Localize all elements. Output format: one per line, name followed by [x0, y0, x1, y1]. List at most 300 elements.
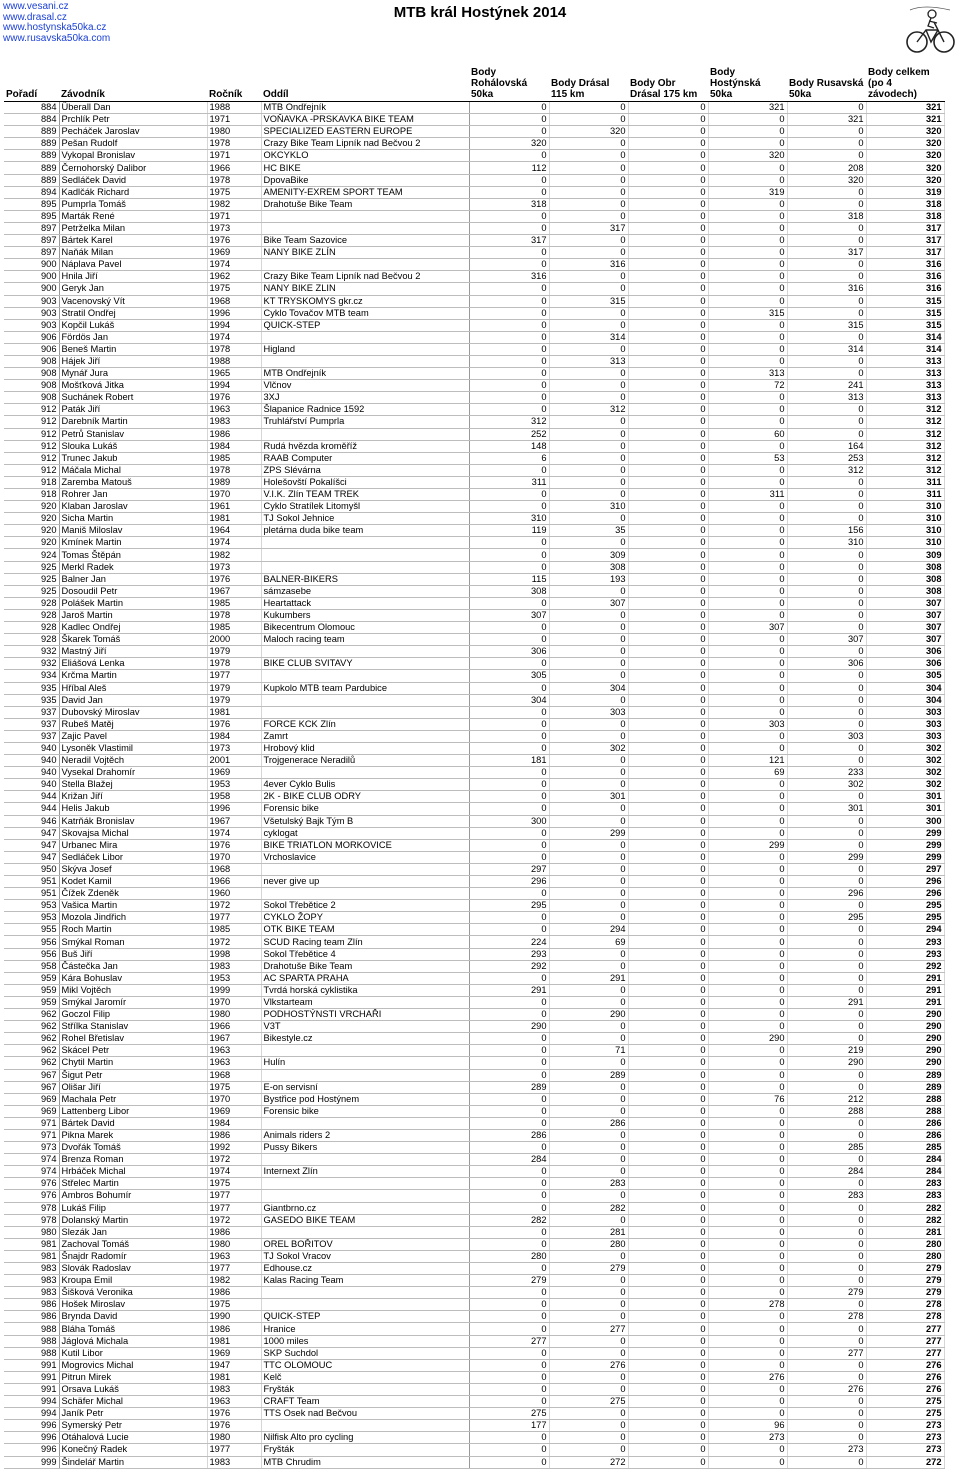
- cell-obr-drasal: 0: [628, 972, 708, 984]
- cell-club: MTB Ondřejník: [261, 102, 469, 114]
- table-row[interactable]: [4, 803, 944, 815]
- cell-rank: 908: [4, 392, 59, 404]
- cell-rusavska: 0: [787, 1021, 866, 1033]
- cell-rider: Schäfer Michal: [59, 1396, 207, 1408]
- cell-drasal: 0: [549, 1250, 628, 1262]
- table-row[interactable]: [4, 936, 944, 948]
- cell-rank: 999: [4, 1456, 59, 1468]
- cell-rohalovska: 310: [469, 513, 549, 525]
- table-row[interactable]: [4, 585, 944, 597]
- cell-rider: Střelec Martin: [59, 1178, 207, 1190]
- cell-total: 313: [866, 368, 944, 380]
- cell-obr-drasal: 0: [628, 1178, 708, 1190]
- table-row[interactable]: [4, 307, 944, 319]
- cell-club: MTB Chrudim: [261, 1456, 469, 1468]
- cell-rider: Sedláček David: [59, 174, 207, 186]
- cell-rohalovska: 0: [469, 489, 549, 501]
- table-row[interactable]: [4, 355, 944, 367]
- table-row[interactable]: [4, 1021, 944, 1033]
- header-club[interactable]: Oddíl: [261, 66, 469, 102]
- link-drasal[interactable]: www.drasal.cz: [3, 11, 67, 23]
- table-row[interactable]: [4, 1069, 944, 1081]
- cell-rider: Chytil Martin: [59, 1057, 207, 1069]
- table-row[interactable]: [4, 573, 944, 585]
- cell-hostynska: 96: [708, 1420, 787, 1432]
- table-row[interactable]: [4, 706, 944, 718]
- cell-hostynska: 0: [708, 1166, 787, 1178]
- table-row[interactable]: [4, 537, 944, 549]
- cell-total: 300: [866, 815, 944, 827]
- cell-rohalovska: 252: [469, 428, 549, 440]
- table-row[interactable]: [4, 464, 944, 476]
- table-row[interactable]: [4, 331, 944, 343]
- cell-drasal: 275: [549, 1396, 628, 1408]
- table-row[interactable]: [4, 1250, 944, 1262]
- cell-club: HC BIKE: [261, 162, 469, 174]
- table-row[interactable]: [4, 1081, 944, 1093]
- table-row[interactable]: [4, 960, 944, 972]
- header-year[interactable]: Ročník: [207, 66, 261, 102]
- cell-rohalovska: 297: [469, 863, 549, 875]
- cell-rusavska: 303: [787, 730, 866, 742]
- table-row[interactable]: [4, 1105, 944, 1117]
- cell-rank: 912: [4, 416, 59, 428]
- cell-club: Kukumbers: [261, 609, 469, 621]
- cell-obr-drasal: 0: [628, 960, 708, 972]
- cell-obr-drasal: 0: [628, 114, 708, 126]
- cell-rohalovska: 0: [469, 210, 549, 222]
- cell-drasal: 0: [549, 1142, 628, 1154]
- cell-drasal: 0: [549, 380, 628, 392]
- cell-total: 286: [866, 1117, 944, 1129]
- header-rusavska[interactable]: Body Rusavská 50ka: [787, 66, 866, 102]
- cell-rank: 996: [4, 1432, 59, 1444]
- cell-club: Forensic bike: [261, 1105, 469, 1117]
- header-hostynska[interactable]: Body Hostýnská 50ka: [708, 66, 787, 102]
- cell-drasal: 0: [549, 609, 628, 621]
- header-rohalovska[interactable]: Body Rohálovská 50ka: [469, 66, 549, 102]
- cell-drasal: 0: [549, 307, 628, 319]
- table-row[interactable]: [4, 1287, 944, 1299]
- cell-rank: 925: [4, 573, 59, 585]
- cell-rider: Hošek Miroslav: [59, 1299, 207, 1311]
- table-row[interactable]: [4, 319, 944, 331]
- table-row[interactable]: [4, 1299, 944, 1311]
- table-row[interactable]: [4, 295, 944, 307]
- cell-hostynska: 0: [708, 646, 787, 658]
- cell-rider: Rubeš Matěj: [59, 718, 207, 730]
- cell-obr-drasal: 0: [628, 1299, 708, 1311]
- table-row[interactable]: [4, 622, 944, 634]
- cell-rider: Ambros Bohumír: [59, 1190, 207, 1202]
- table-row[interactable]: [4, 392, 944, 404]
- table-row[interactable]: [4, 1335, 944, 1347]
- cell-year: 1969: [207, 1347, 261, 1359]
- cell-rohalovska: 0: [469, 1383, 549, 1395]
- cell-hostynska: 0: [708, 513, 787, 525]
- cell-drasal: 0: [549, 1190, 628, 1202]
- cell-rusavska: 0: [787, 416, 866, 428]
- cell-rank: 978: [4, 1214, 59, 1226]
- cell-drasal: 276: [549, 1359, 628, 1371]
- table-row[interactable]: [4, 984, 944, 996]
- table-row[interactable]: [4, 1129, 944, 1141]
- table-row[interactable]: [4, 259, 944, 271]
- header-rider[interactable]: Závodník: [59, 66, 207, 102]
- cell-total: 296: [866, 876, 944, 888]
- cell-rohalovska: 0: [469, 1371, 549, 1383]
- cell-year: 1968: [207, 295, 261, 307]
- cell-drasal: 0: [549, 476, 628, 488]
- table-row[interactable]: [4, 440, 944, 452]
- table-row[interactable]: [4, 428, 944, 440]
- table-row[interactable]: [4, 1214, 944, 1226]
- cell-hostynska: 69: [708, 767, 787, 779]
- table-row[interactable]: [4, 791, 944, 803]
- table-row[interactable]: [4, 767, 944, 779]
- table-row[interactable]: [4, 1444, 944, 1456]
- cell-rank: 935: [4, 682, 59, 694]
- cell-hostynska: 0: [708, 1287, 787, 1299]
- cell-rusavska: 0: [787, 1299, 866, 1311]
- cell-club: Crazy Bike Team Lipník nad Bečvou 2: [261, 271, 469, 283]
- table-row[interactable]: [4, 1323, 944, 1335]
- cell-hostynska: 0: [708, 198, 787, 210]
- cell-obr-drasal: 0: [628, 1009, 708, 1021]
- table-row[interactable]: [4, 186, 944, 198]
- cell-rider: Slovák Radoslav: [59, 1263, 207, 1275]
- cell-hostynska: 121: [708, 755, 787, 767]
- link-hostynska[interactable]: www.hostynska50ka.cz: [3, 22, 107, 33]
- cell-drasal: 0: [549, 319, 628, 331]
- cell-rider: Pecháček Jaroslav: [59, 126, 207, 138]
- cell-obr-drasal: 0: [628, 585, 708, 597]
- cell-rider: Náplava Pavel: [59, 259, 207, 271]
- table-row[interactable]: [4, 609, 944, 621]
- table-row[interactable]: [4, 198, 944, 210]
- cell-year: 1978: [207, 464, 261, 476]
- cell-rohalovska: 0: [469, 972, 549, 984]
- header-rank[interactable]: Pořadí: [4, 66, 59, 102]
- table-row[interactable]: [4, 102, 944, 114]
- table-row[interactable]: [4, 1154, 944, 1166]
- cell-obr-drasal: 0: [628, 295, 708, 307]
- cell-obr-drasal: 0: [628, 343, 708, 355]
- table-row[interactable]: [4, 1117, 944, 1129]
- cell-hostynska: 0: [708, 1456, 787, 1468]
- table-row[interactable]: [4, 1178, 944, 1190]
- table-row[interactable]: [4, 815, 944, 827]
- table-row[interactable]: [4, 404, 944, 416]
- cell-drasal: 0: [549, 730, 628, 742]
- table-row[interactable]: [4, 779, 944, 791]
- cell-rusavska: 0: [787, 597, 866, 609]
- cell-total: 311: [866, 489, 944, 501]
- cell-rusavska: 277: [787, 1347, 866, 1359]
- table-row[interactable]: [4, 888, 944, 900]
- header-drasal[interactable]: Body Drásal 115 km: [549, 66, 628, 102]
- table-row[interactable]: [4, 1347, 944, 1359]
- table-row[interactable]: [4, 150, 944, 162]
- cell-drasal: 0: [549, 452, 628, 464]
- cell-club: OTK BIKE TEAM: [261, 924, 469, 936]
- table-row[interactable]: [4, 839, 944, 851]
- table-row[interactable]: [4, 247, 944, 259]
- table-row[interactable]: [4, 416, 944, 428]
- table-row[interactable]: [4, 876, 944, 888]
- cell-hostynska: 0: [708, 537, 787, 549]
- table-row[interactable]: [4, 1456, 944, 1468]
- cell-total: 291: [866, 996, 944, 1008]
- cell-rank: 920: [4, 501, 59, 513]
- table-row[interactable]: [4, 682, 944, 694]
- cell-obr-drasal: 0: [628, 1347, 708, 1359]
- table-row[interactable]: [4, 501, 944, 513]
- cell-club: NANY BIKE ZLÍN: [261, 247, 469, 259]
- table-row[interactable]: [4, 597, 944, 609]
- table-row[interactable]: [4, 1408, 944, 1420]
- cell-drasal: 312: [549, 404, 628, 416]
- header-total[interactable]: Body celkem (po 4 závodech): [866, 66, 944, 102]
- cell-rusavska: 316: [787, 283, 866, 295]
- table-row[interactable]: [4, 452, 944, 464]
- cell-year: 1976: [207, 235, 261, 247]
- table-row[interactable]: [4, 513, 944, 525]
- table-row[interactable]: [4, 1263, 944, 1275]
- cell-rohalovska: 0: [469, 307, 549, 319]
- table-row[interactable]: [4, 138, 944, 150]
- cell-drasal: 0: [549, 138, 628, 150]
- table-row[interactable]: [4, 489, 944, 501]
- table-row[interactable]: [4, 1009, 944, 1021]
- cell-obr-drasal: 0: [628, 1311, 708, 1323]
- cell-rohalovska: 0: [469, 1359, 549, 1371]
- cell-year: 1975: [207, 1081, 261, 1093]
- table-row[interactable]: [4, 1190, 944, 1202]
- cell-hostynska: 0: [708, 912, 787, 924]
- cell-hostynska: 0: [708, 222, 787, 234]
- table-row[interactable]: [4, 1275, 944, 1287]
- table-row[interactable]: [4, 271, 944, 283]
- cell-hostynska: 319: [708, 186, 787, 198]
- table-row[interactable]: [4, 343, 944, 355]
- table-row[interactable]: [4, 1396, 944, 1408]
- cell-rank: 986: [4, 1299, 59, 1311]
- table-row[interactable]: [4, 755, 944, 767]
- cell-obr-drasal: 0: [628, 1226, 708, 1238]
- cell-club: [261, 259, 469, 271]
- cell-rohalovska: 0: [469, 150, 549, 162]
- cell-rank: 897: [4, 222, 59, 234]
- table-row[interactable]: [4, 222, 944, 234]
- table-row[interactable]: [4, 1420, 944, 1432]
- table-row[interactable]: [4, 126, 944, 138]
- table-row[interactable]: [4, 658, 944, 670]
- table-row[interactable]: [4, 1311, 944, 1323]
- cell-total: 302: [866, 742, 944, 754]
- table-row[interactable]: [4, 1166, 944, 1178]
- cell-total: 309: [866, 549, 944, 561]
- cell-total: 314: [866, 343, 944, 355]
- table-row[interactable]: [4, 900, 944, 912]
- table-row[interactable]: [4, 1432, 944, 1444]
- cell-rusavska: 0: [787, 259, 866, 271]
- cell-obr-drasal: 0: [628, 501, 708, 513]
- cell-rusavska: 0: [787, 489, 866, 501]
- cell-obr-drasal: 0: [628, 355, 708, 367]
- table-row[interactable]: [4, 1057, 944, 1069]
- table-row[interactable]: [4, 912, 944, 924]
- table-row[interactable]: [4, 1093, 944, 1105]
- cell-rider: Zajic Pavel: [59, 730, 207, 742]
- cell-rohalovska: 0: [469, 114, 549, 126]
- cell-club: 3XJ: [261, 392, 469, 404]
- cell-year: 1998: [207, 948, 261, 960]
- cell-total: 302: [866, 767, 944, 779]
- table-row[interactable]: [4, 924, 944, 936]
- cell-obr-drasal: 0: [628, 1263, 708, 1275]
- table-row[interactable]: [4, 1033, 944, 1045]
- cell-year: 1971: [207, 150, 261, 162]
- cell-rank: 980: [4, 1226, 59, 1238]
- table-row[interactable]: [4, 561, 944, 573]
- table-row[interactable]: [4, 718, 944, 730]
- cell-drasal: 0: [549, 440, 628, 452]
- table-row[interactable]: [4, 1359, 944, 1371]
- cell-rusavska: 0: [787, 271, 866, 283]
- cell-obr-drasal: 0: [628, 634, 708, 646]
- cell-rank: 959: [4, 996, 59, 1008]
- table-row[interactable]: [4, 694, 944, 706]
- table-row[interactable]: [4, 235, 944, 247]
- cell-obr-drasal: 0: [628, 851, 708, 863]
- table-row[interactable]: [4, 174, 944, 186]
- cell-drasal: 309: [549, 549, 628, 561]
- table-row[interactable]: [4, 948, 944, 960]
- table-row[interactable]: [4, 996, 944, 1008]
- cell-total: 273: [866, 1420, 944, 1432]
- table-row[interactable]: [4, 851, 944, 863]
- table-row[interactable]: [4, 730, 944, 742]
- cell-rider: Križan Jiří: [59, 791, 207, 803]
- link-rusavska[interactable]: www.rusavska50ka.com: [3, 32, 111, 44]
- cell-club: Šlapanice Radnice 1592: [261, 404, 469, 416]
- cell-obr-drasal: 0: [628, 489, 708, 501]
- cell-year: 1988: [207, 355, 261, 367]
- table-row[interactable]: [4, 827, 944, 839]
- cell-hostynska: 0: [708, 682, 787, 694]
- cell-rank: 947: [4, 827, 59, 839]
- cell-hostynska: 278: [708, 1299, 787, 1311]
- cell-hostynska: 0: [708, 585, 787, 597]
- link-vesani[interactable]: www.vesani.cz: [3, 1, 69, 12]
- cell-rohalovska: 0: [469, 549, 549, 561]
- cell-year: 1974: [207, 827, 261, 839]
- cell-rider: Naňák Milan: [59, 247, 207, 259]
- cell-obr-drasal: 0: [628, 1214, 708, 1226]
- cell-rusavska: 313: [787, 392, 866, 404]
- cell-obr-drasal: 0: [628, 815, 708, 827]
- cell-rider: Marták René: [59, 210, 207, 222]
- table-row[interactable]: [4, 1142, 944, 1154]
- table-row[interactable]: [4, 1371, 944, 1383]
- cell-hostynska: 0: [708, 283, 787, 295]
- cell-year: 1985: [207, 924, 261, 936]
- cell-hostynska: 0: [708, 609, 787, 621]
- table-row[interactable]: [4, 476, 944, 488]
- table-row[interactable]: [4, 1202, 944, 1214]
- cell-drasal: 0: [549, 996, 628, 1008]
- cell-hostynska: 0: [708, 1154, 787, 1166]
- cell-year: 1976: [207, 718, 261, 730]
- cell-club: FORCE KCK Zlín: [261, 718, 469, 730]
- cell-year: 1977: [207, 1444, 261, 1456]
- cell-year: 1973: [207, 222, 261, 234]
- cell-hostynska: 0: [708, 1263, 787, 1275]
- table-row[interactable]: [4, 283, 944, 295]
- table-row[interactable]: [4, 972, 944, 984]
- table-row[interactable]: [4, 670, 944, 682]
- cell-rohalovska: 0: [469, 1117, 549, 1129]
- cell-drasal: 0: [549, 1105, 628, 1117]
- cell-rohalovska: 300: [469, 815, 549, 827]
- cell-rank: 940: [4, 767, 59, 779]
- cell-total: 320: [866, 126, 944, 138]
- table-row[interactable]: [4, 1238, 944, 1250]
- cell-drasal: 0: [549, 670, 628, 682]
- table-row[interactable]: [4, 1045, 944, 1057]
- cell-obr-drasal: 0: [628, 597, 708, 609]
- cell-drasal: 0: [549, 1383, 628, 1395]
- cell-rohalovska: 295: [469, 900, 549, 912]
- cell-rider: Bártek David: [59, 1117, 207, 1129]
- cell-total: 312: [866, 464, 944, 476]
- cell-rohalovska: 0: [469, 1444, 549, 1456]
- cell-rider: Vacenovský Vít: [59, 295, 207, 307]
- table-row[interactable]: [4, 162, 944, 174]
- table-row[interactable]: [4, 114, 944, 126]
- cell-rank: 937: [4, 706, 59, 718]
- table-row[interactable]: [4, 380, 944, 392]
- table-row[interactable]: [4, 210, 944, 222]
- table-row[interactable]: [4, 1226, 944, 1238]
- cell-hostynska: 0: [708, 1057, 787, 1069]
- cell-total: 295: [866, 900, 944, 912]
- table-row[interactable]: [4, 863, 944, 875]
- table-row[interactable]: [4, 646, 944, 658]
- cell-rider: Prchlík Petr: [59, 114, 207, 126]
- cell-drasal: 0: [549, 513, 628, 525]
- table-row[interactable]: [4, 634, 944, 646]
- table-row[interactable]: [4, 368, 944, 380]
- cell-drasal: 71: [549, 1045, 628, 1057]
- table-row[interactable]: [4, 742, 944, 754]
- cell-rusavska: 0: [787, 815, 866, 827]
- table-row[interactable]: [4, 1383, 944, 1395]
- cell-total: 288: [866, 1093, 944, 1105]
- cell-rohalovska: 0: [469, 791, 549, 803]
- cell-club: Bikestyle.cz: [261, 1033, 469, 1045]
- header-obr-drasal[interactable]: Body Obr Drásal 175 km: [628, 66, 708, 102]
- table-row[interactable]: [4, 525, 944, 537]
- table-row[interactable]: [4, 549, 944, 561]
- cell-obr-drasal: 0: [628, 392, 708, 404]
- cell-drasal: 0: [549, 235, 628, 247]
- cell-drasal: 316: [549, 259, 628, 271]
- cell-hostynska: 0: [708, 1335, 787, 1347]
- cell-total: 307: [866, 609, 944, 621]
- cell-drasal: 310: [549, 501, 628, 513]
